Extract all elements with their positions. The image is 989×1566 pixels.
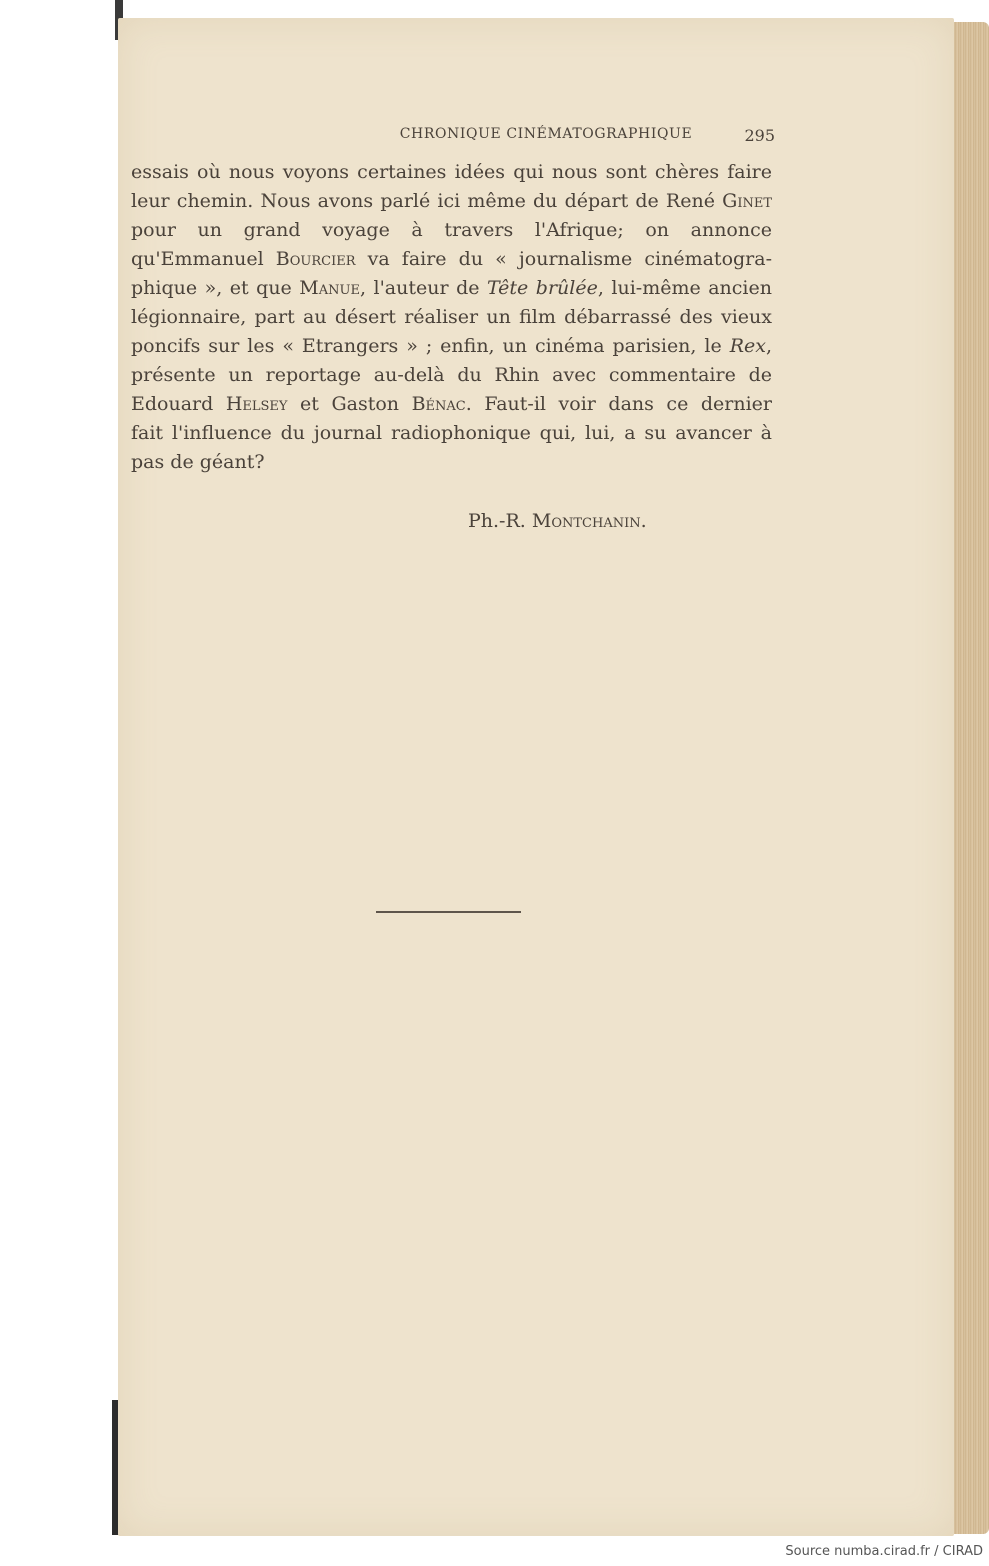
text-line: fait l'influence du journal radiophonique qui, lui, a su avancer à xyxy=(131,422,772,444)
name-manue: Manue xyxy=(299,277,360,299)
name-helsey: Helsey xyxy=(225,393,288,415)
page-header xyxy=(118,126,954,150)
name-ginet: Ginet xyxy=(722,190,772,212)
film-title-tete-brulee: Tête brûlée xyxy=(486,277,598,299)
text-line: pas de géant? xyxy=(131,451,265,473)
signature-initials: Ph.-R. xyxy=(468,510,526,532)
left-binding xyxy=(0,0,122,1566)
book-page xyxy=(118,18,954,1536)
signature-surname: Montchanin. xyxy=(531,510,647,532)
name-bourcier: Bourcier xyxy=(275,248,356,270)
running-title: CHRONIQUE CINÉMATOGRAPHIQUE xyxy=(399,126,693,142)
page-number: 295 xyxy=(744,126,775,145)
section-rule xyxy=(376,911,521,913)
text-line: poncifs sur les « Etrangers » ; enfin, un cinéma parisien, le Rex, xyxy=(131,335,772,357)
text-line: qu'Emmanuel Bourcier va faire du « journalisme cinématogra- xyxy=(131,248,773,270)
text-line: légionnaire, part au désert réaliser un film débarrassé des vieux xyxy=(131,306,772,328)
text-line: pour un grand voyage à travers l'Afrique; on annonce xyxy=(131,219,772,241)
text-line: leur chemin. Nous avons parlé ici même du départ de René Ginet xyxy=(131,190,772,212)
author-signature xyxy=(468,510,647,532)
text-line: présente un reportage au-delà du Rhin avec commentaire de xyxy=(131,364,772,386)
text-line: phique », et que Manue, l'auteur de Tête brûlée, lui-même ancien xyxy=(131,277,772,299)
name-benac: Bénac xyxy=(411,393,466,415)
text-line: Edouard Helsey et Gaston Bénac. Faut-il voir dans ce dernier xyxy=(131,393,772,415)
body-paragraph xyxy=(131,158,772,477)
cinema-name-rex: Rex xyxy=(729,335,766,357)
text-line: essais où nous voyons certaines idées qui nous sont chères faire xyxy=(131,161,772,183)
source-credit: Source numba.cirad.fr / CIRAD xyxy=(785,1544,983,1559)
